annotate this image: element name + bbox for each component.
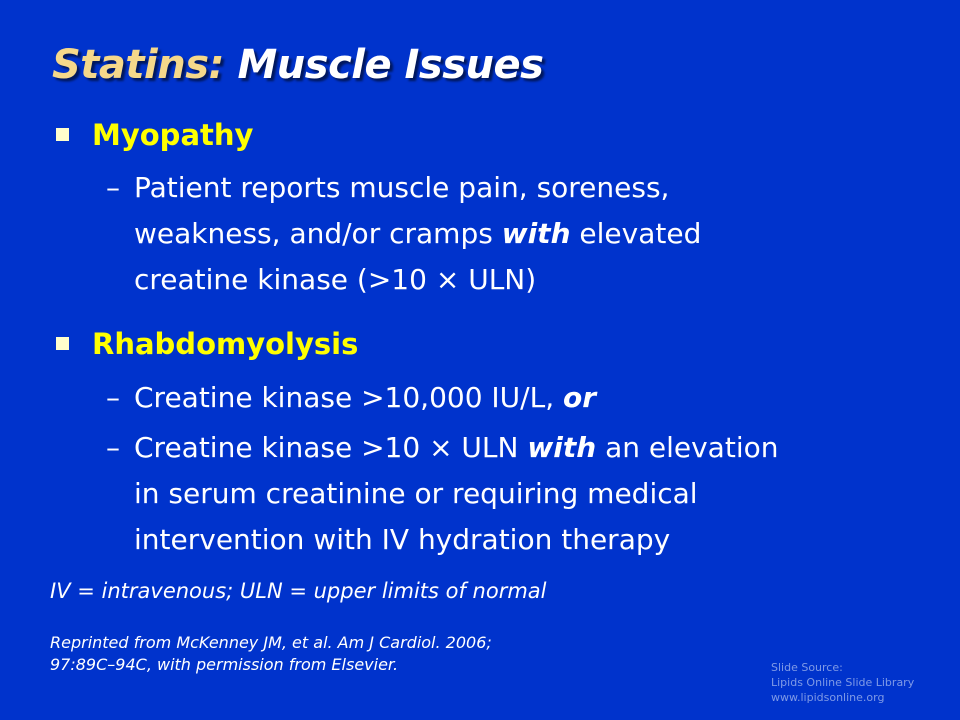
bullet-myopathy [56,118,253,152]
sub-text: Creatine kinase >10 × ULN [134,431,528,464]
sub-text: an elevation [596,431,779,464]
sub-bullet [106,165,701,303]
sub-text: elevated [570,217,702,250]
sub-bullet [106,425,778,563]
square-bullet-icon [56,337,69,350]
bullet-rhabdomyolysis [56,327,358,361]
slide-source [771,660,914,705]
sub-line [106,165,701,211]
source-name: Lipids Online Slide Library [771,676,915,689]
sub-text: Creatine kinase >10,000 IU/L, [134,381,563,414]
reference-line: Reprinted from McKenney JM, et al. Am J Cardiol. 2006; [50,633,492,652]
dash-icon: – [106,381,120,414]
emphasis-text: with [501,217,571,250]
sub-text: in serum creatinine or requiring medical [134,477,698,510]
sub-line [106,257,701,303]
bullet-heading: Rhabdomyolysis [92,327,359,361]
sub-text: intervention with IV hydration therapy [134,523,671,556]
abbreviation-footnote: IV = intravenous; ULN = upper limits of normal [50,579,547,603]
dash-icon: – [106,171,120,204]
title-accent: Statins: [52,42,225,88]
title-rest: Muscle Issues [224,42,544,88]
sub-text: Patient reports muscle pain, soreness, [134,171,670,204]
square-bullet-icon [56,128,69,141]
emphasis-text: or [563,381,597,414]
slide-title [52,42,543,88]
source-label: Slide Source: [771,661,843,674]
source-url: www.lipidsonline.org [771,691,885,704]
sub-line [106,425,778,471]
sub-line [106,517,778,563]
sub-line [106,375,596,421]
sub-bullet [106,375,596,421]
sub-text: creatine kinase (>10 × ULN) [134,263,537,296]
dash-icon: – [106,431,120,464]
bullet-heading: Myopathy [92,118,254,152]
reference-line: 97:89C–94C, with permission from Elsevier. [50,655,399,674]
emphasis-text: with [527,431,597,464]
sub-line [106,471,778,517]
reference-citation [50,632,492,676]
sub-text: weakness, and/or cramps [134,217,502,250]
sub-line [106,211,701,257]
